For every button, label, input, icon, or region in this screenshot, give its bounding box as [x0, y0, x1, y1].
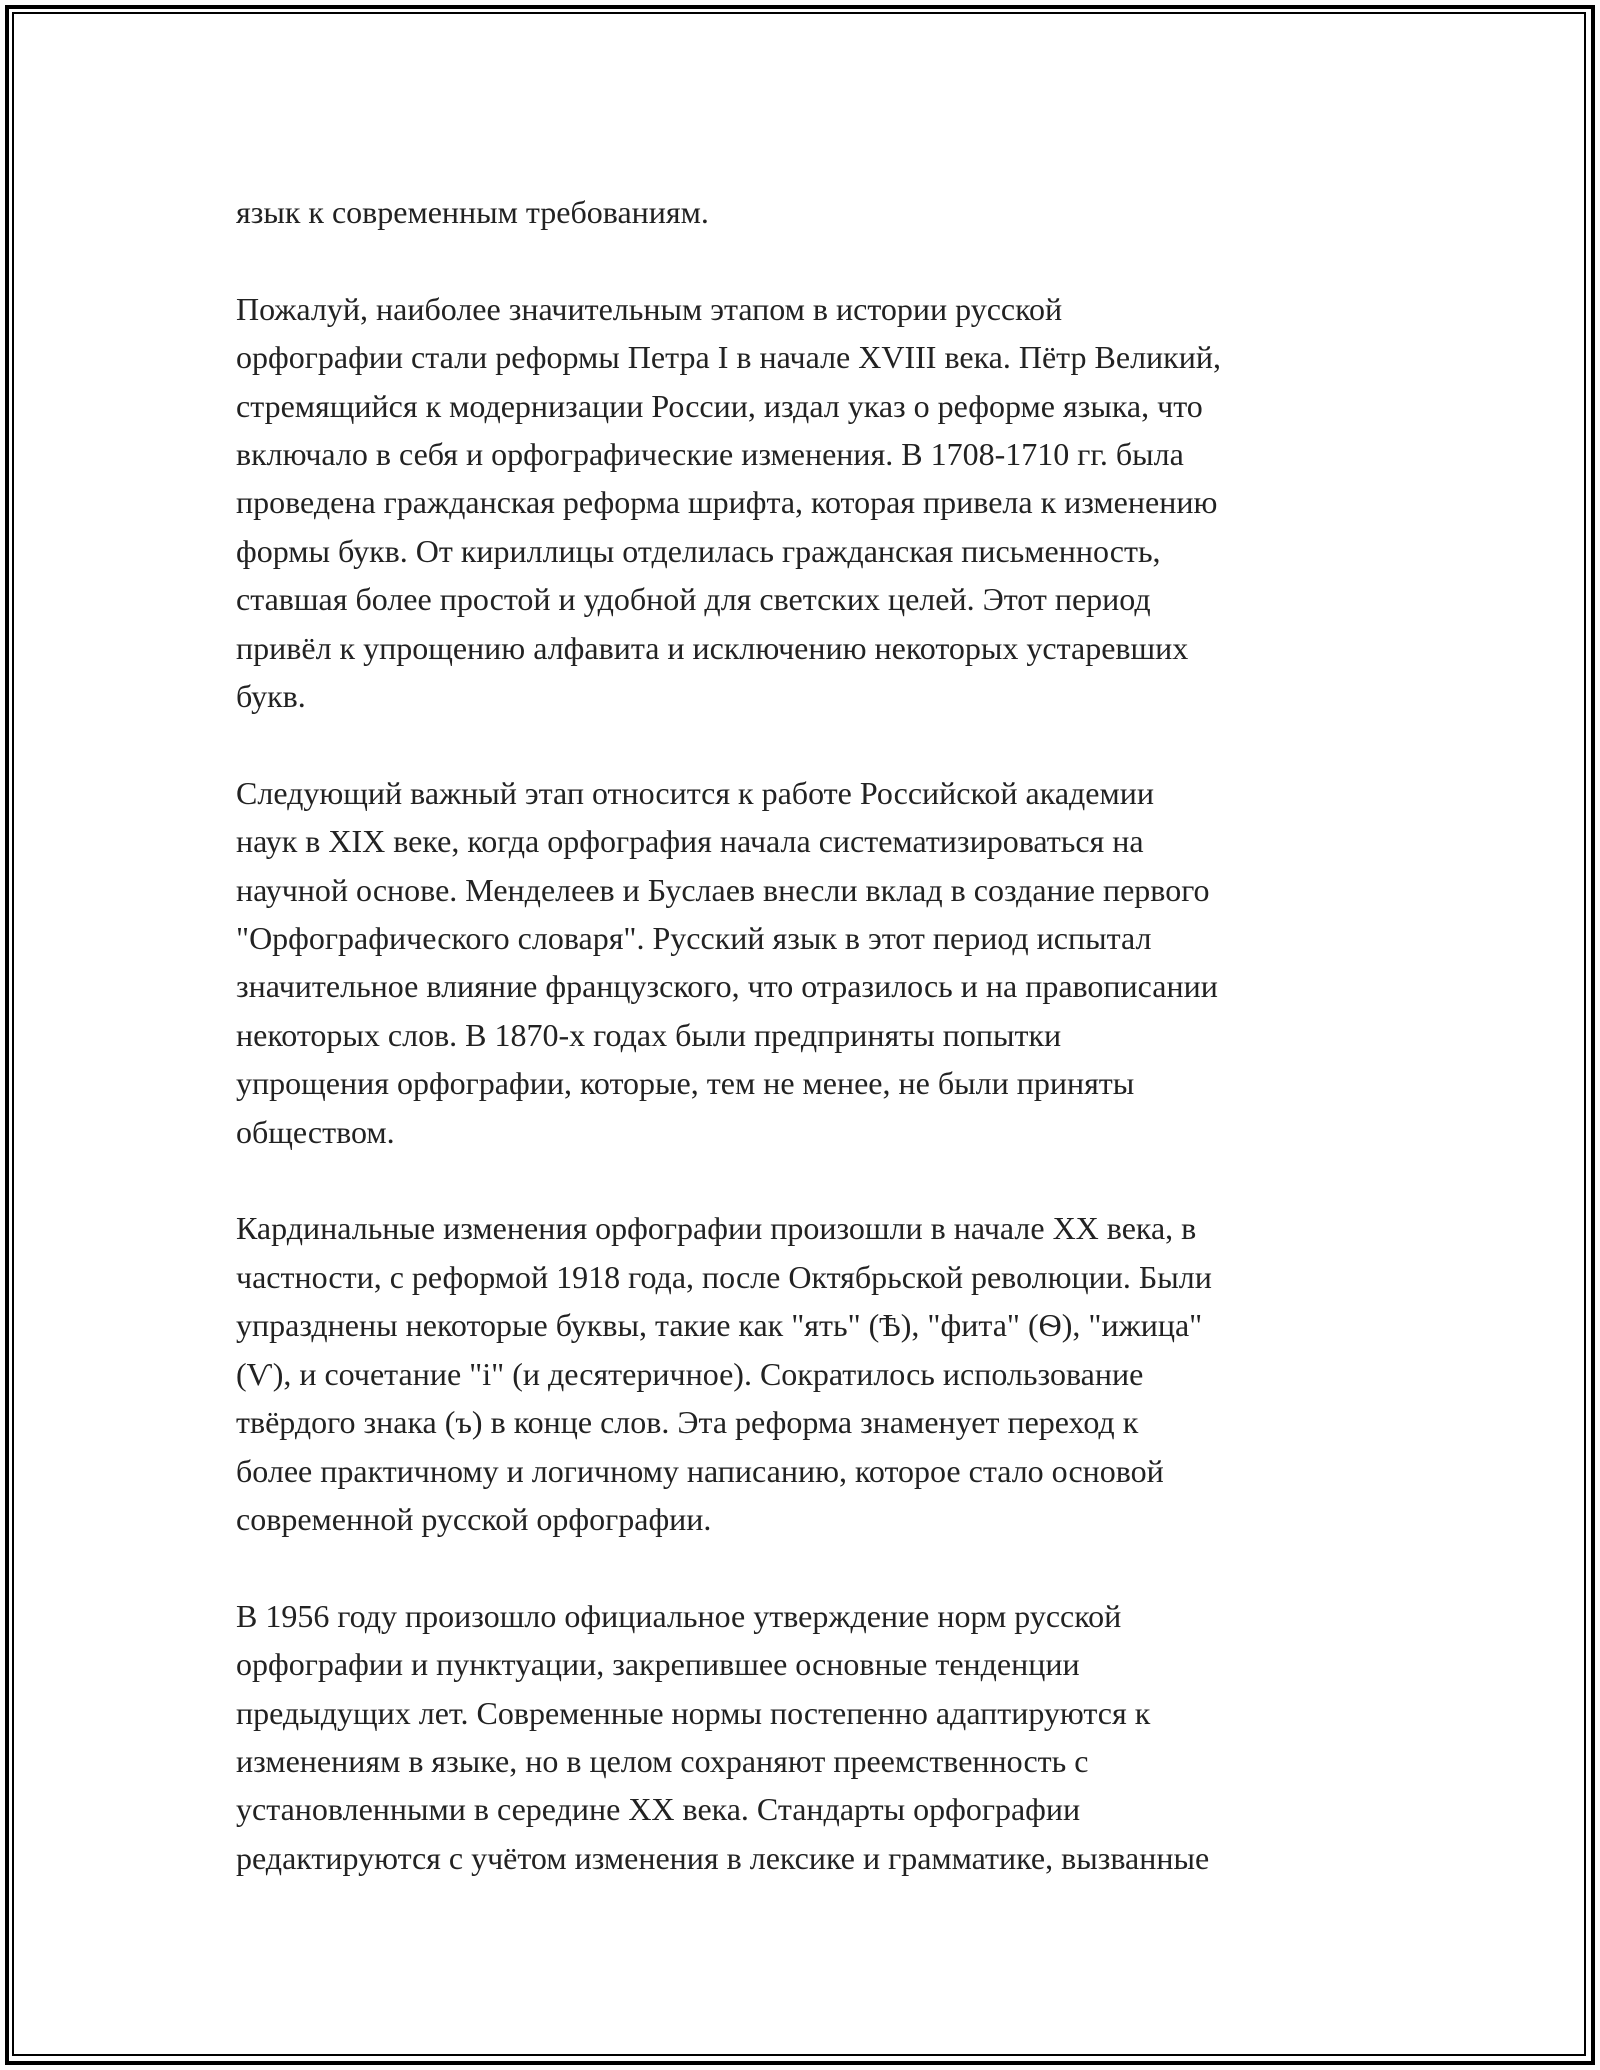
- text-line: наук в XIX веке, когда орфография начала систематизироваться на: [236, 823, 1144, 860]
- text-line: Пожалуй, наиболее значительным этапом в истории русской: [236, 290, 1063, 327]
- text-line: язык к современным требованиям.: [236, 194, 709, 230]
- text-line: (Ѵ), и сочетание "і" (и десятеричное). Сократилось использование: [236, 1355, 1144, 1392]
- text-line: орфографии стали реформы Петра I в начале XVIII века. Пётр Великий,: [236, 339, 1221, 376]
- text-line: включало в себя и орфографические изменения. В 1708-1710 гг. была: [236, 436, 1184, 473]
- text-line: формы букв. От кириллицы отделилась гражданская письменность,: [236, 532, 1161, 569]
- text-line: значительное влияние французского, что отразилось и на правописании: [236, 968, 1218, 1005]
- text-line: научной основе. Менделеев и Буслаев внесли вклад в создание первого: [236, 871, 1210, 908]
- text-line: установленными в середине XX века. Стандарты орфографии: [236, 1791, 1081, 1828]
- text-line: букв.: [236, 678, 306, 715]
- document-body: [236, 188, 1376, 1931]
- text-line: редактируются с учётом изменения в лексике и грамматике, вызванные: [236, 1839, 1210, 1876]
- text-line: твёрдого знака (ъ) в конце слов. Эта реформа знаменует переход к: [236, 1404, 1139, 1441]
- text-line: предыдущих лет. Современные нормы постепенно адаптируются к: [236, 1694, 1151, 1731]
- text-line: ставшая более простой и удобной для светских целей. Этот период: [236, 581, 1151, 618]
- text-line: некоторых слов. В 1870-х годах были предприняты попытки: [236, 1016, 1062, 1053]
- text-line: стремящийся к модернизации России, издал указ о реформе языка, что: [236, 387, 1203, 424]
- text-line: обществом.: [236, 1113, 395, 1150]
- paragraph-1: [236, 188, 1376, 236]
- paragraph-3: [236, 769, 1376, 1156]
- text-line: Следующий важный этап относится к работе Российской академии: [236, 774, 1154, 811]
- text-line: современной русской орфографии.: [236, 1500, 712, 1537]
- paragraph-5: [236, 1592, 1376, 1882]
- text-line: проведена гражданская реформа шрифта, которая привела к изменению: [236, 484, 1218, 521]
- text-line: В 1956 году произошло официальное утверждение норм русской: [236, 1597, 1122, 1634]
- text-line: "Орфографического словаря". Русский язык в этот период испытал: [236, 920, 1152, 957]
- text-line: орфографии и пунктуации, закрепившее основные тенденции: [236, 1646, 1080, 1683]
- text-line: частности, с реформой 1918 года, после Октябрьской революции. Были: [236, 1258, 1212, 1295]
- text-line: изменениям в языке, но в целом сохраняют преемственность с: [236, 1742, 1089, 1779]
- text-line: упрощения орфографии, которые, тем не менее, не были приняты: [236, 1065, 1135, 1102]
- text-line: Кардинальные изменения орфографии произошли в начале XX века, в: [236, 1210, 1197, 1247]
- text-line: привёл к упрощению алфавита и исключению некоторых устаревших: [236, 629, 1189, 666]
- paragraph-2: [236, 285, 1376, 721]
- text-line: упразднены некоторые буквы, такие как "ять" (Ѣ), "фита" (Ѳ), "ижица": [236, 1307, 1203, 1344]
- paragraph-4: [236, 1204, 1376, 1543]
- text-line: более практичному и логичному написанию, которое стало основой: [236, 1452, 1164, 1489]
